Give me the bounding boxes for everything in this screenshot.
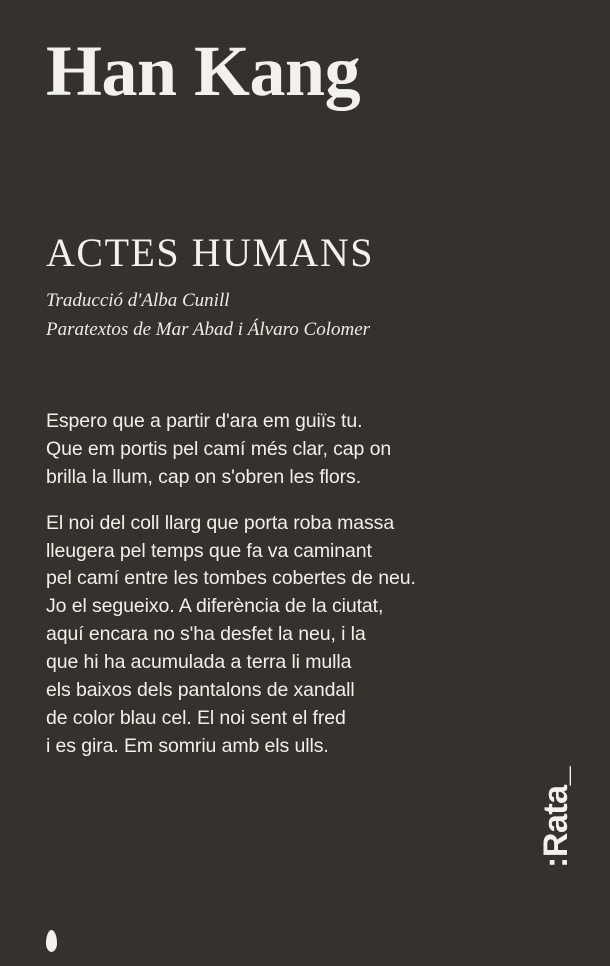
- publisher-logo: :Rata_: [537, 767, 575, 868]
- excerpt-line: Espero que a partir d'ara em guiïs tu.: [46, 410, 363, 432]
- decorative-dot: [46, 930, 57, 952]
- excerpt-line: lleugera pel temps que fa va caminant: [46, 539, 372, 562]
- excerpt-line: Que em portis pel camí més clar, cap on: [46, 437, 392, 460]
- excerpt-text: [46, 408, 566, 761]
- paratexts-credit: Paratextos de Mar Abad i Álvaro Colomer: [46, 319, 371, 341]
- excerpt-line: El noi del coll llarg que porta roba massa: [46, 511, 395, 534]
- excerpt-line: els baixos dels pantalons de xandall: [46, 678, 355, 701]
- translation-credit: Traducció d'Alba Cunill: [46, 290, 230, 311]
- excerpt-line: i es gira. Em somriu amb els ulls.: [46, 734, 329, 757]
- excerpt-line: Jo el segueixo. A diferència de la ciutat,: [46, 595, 384, 618]
- excerpt-line: de color blau cel. El noi sent el fred: [46, 706, 346, 729]
- book-title: ACTES HUMANS: [46, 230, 375, 275]
- excerpt-paragraph: [46, 510, 566, 761]
- excerpt-line: pel camí entre les tombes cobertes de neu.: [46, 567, 416, 590]
- excerpt-line: aquí encara no s'ha desfet la neu, i la: [46, 623, 366, 646]
- credits-block: [46, 286, 370, 345]
- excerpt-line: que hi ha acumulada a terra li mulla: [46, 651, 352, 673]
- excerpt-line: brilla la llum, cap on s'obren les flors.: [46, 465, 362, 488]
- author-name: Han Kang: [46, 31, 361, 111]
- excerpt-paragraph: [46, 408, 566, 492]
